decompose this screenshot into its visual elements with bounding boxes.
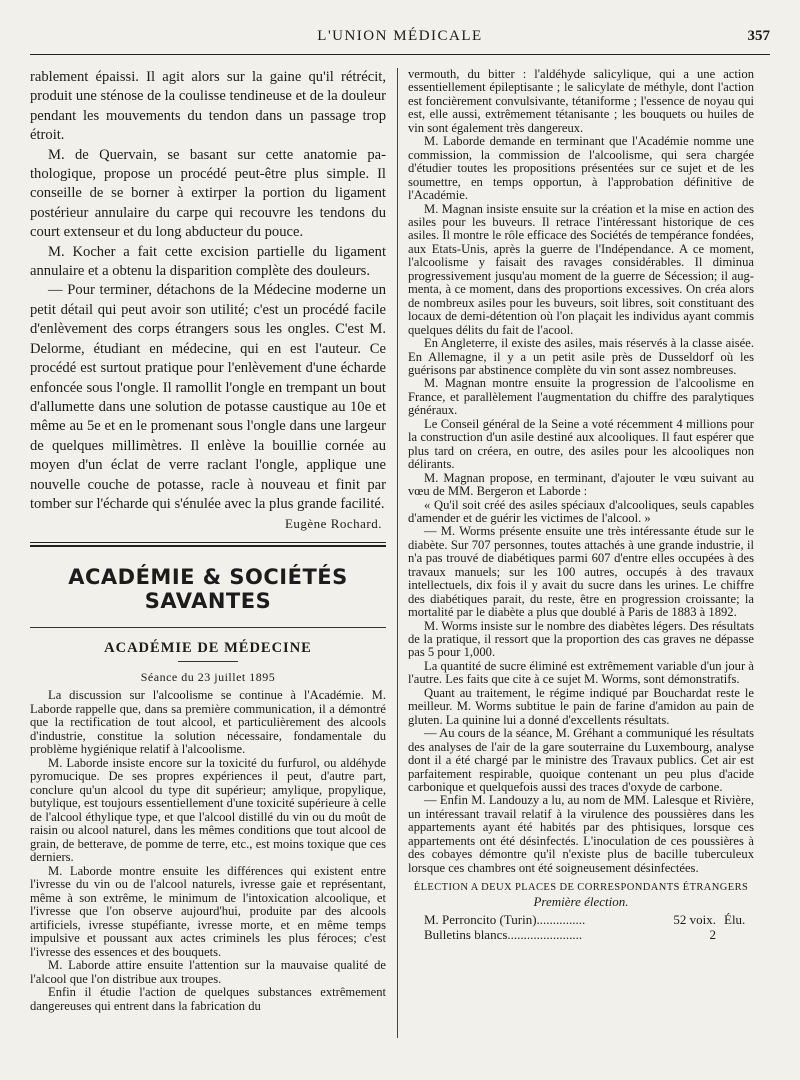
paragraph: M. Magnan propose, en terminant, d'ajouter le vœu suivant au vœu de MM. Bergeron et Laborde : [408, 470, 754, 499]
right-column [408, 68, 754, 942]
paragraph: vermouth, du bitter : l'aldéhyde salicylique, qui a une action essentiellement épileptisante ; le salicylate de méthyle, dont l'action est foncièrement convulsivante, tétaniforme ; l'essence de noyau qui est, elle aussi, extrêmement tétanisante ; les bouquets ou huiles de vin sont également très dangereux. [408, 68, 754, 135]
election-title: ÉLECTION A DEUX PLACES DE CORRESPONDANTS ÉTRANGERS [413, 882, 749, 894]
election-subtitle: Première élection. [533, 894, 629, 910]
paragraph: M. de Quervain, se basant sur cette anatomie pathologique, propose un procédé peut-être plus simple. Il conseille de se borner à extirper la portion du ligament postérieur annulaire du carpe qui recouvre les tendons du court extenseur et du long abducteur du pouce. [30, 146, 386, 241]
author-signature: Eugène Rochard. [284, 516, 382, 532]
paragraph: En Angleterre, il existe des asiles, mais réservés à la classe aisée. En Allemagne, il y a un petit asile près de Dusseldorf où les guérisons par abstinence complète du vin sont assez nombreuses. [408, 336, 754, 377]
header-rule [30, 54, 770, 55]
paragraph: Enfin il étudie l'action de quelques substances extrêmement dangereuses qui entrent dans la fabrication du [30, 985, 386, 1013]
section-divider [30, 542, 386, 547]
paragraph: M. Laborde demande en terminant que l'Académie nomme une commission, la commission de l'alcoolisme, qui sera chargée d'étudier toutes les propositions présentées sur ce sujet et de les soumettre, en temps opportun, à l'approbation définitive de l'Académie. [408, 134, 754, 203]
paragraph: M. Kocher a fait cette excision partielle du ligament annulaire et a obtenu la disparition complète des douleurs. [30, 243, 386, 280]
left-column [30, 68, 386, 1013]
paragraph: M. Worms insiste sur le nombre des diabètes légers. Des résultats de la pratique, il ressort que la proportion des cas graves ne dépasse pas 5 pour 1,000. [408, 618, 754, 660]
paragraph: M. Magnan insiste ensuite sur la création et la mise en action des asiles pour les buveurs. Il retrace l'intéressant historique de ces asiles. Il montre le rôle efficace des Sociétés de tempérance fondées, aux Etats-Unis, après la guerre de l'Indépendance. A ce moment, l'alcoolisme y faisait des ravages considérables. Il diminua progressivement jusqu'au moment de la guerre de Sécession; il augmenta, à ce moment, dans des proportions excessives. On créa alors de nombreux asiles pour les buveurs, soit libres, soit constituant des locaux de demi-détention où l'on plaçait les individus ayant commis quelques délits du fait de l'acool. [408, 201, 754, 337]
paragraph: « Qu'il soit créé des asiles spéciaux d'alcooliques, seuls capables d'amender et de guérir les victimes de l'alcool. » [408, 497, 754, 525]
page-number: 357 [747, 28, 770, 44]
vote-row [424, 912, 754, 927]
academy-report [30, 689, 386, 1013]
paragraph: — M. Worms présente ensuite une très intéressante étude sur le diabète. Sur 707 personnes, toutes attachés à une grande industrie, il n'a pas trouvé de diabétiques parmi 607 d'entre elles occupées à des travaux manuels; sur les 100 autres, occupés à des travaux intellectuels, dix fois il y avait du sucre dans les urines. Le chiffre des diabétiques parait, du reste, être en progression croissante; la mortalité par le diabète a plus que doublé à Paris de 1883 à 1892. [408, 524, 754, 620]
paragraph: — Au cours de la séance, M. Gréhant a communiqué les résultats des analyses de l'air de la gare souterraine du Luxembourg, analyse dont il a été chargé par le ministre des Travaux publics. Cet air est parfaitement respirable, quoique contenant un peu plus d'acide carbonique et quelquefois aussi des traces d'oxyde de carbone. [408, 726, 754, 795]
paragraph: La discussion sur l'alcoolisme se continue à l'Académie. M. Laborde rappelle que, dans sa première communication, il a démontré que la rectification de tout alcool, et particulièrement des alcools d'industrie, constitue la solution nécessaire, fondamentale du problème hygiénique relatif à l'alcoolisme. [30, 688, 386, 757]
vote-count: 2 [709, 927, 716, 943]
column-divider [397, 68, 398, 1038]
paragraph: — Enfin M. Landouzy a lu, au nom de MM. Lalesque et Rivière, un intéressant travail relatif à la virulence des poussières dans les appartements ayant été habités par des phtisiques, lorsque ces appartements ont été désinfectés. L'inoculation de ces poussières à des cobayes démontre qu'il n'existe plus de bacille tuberculeux lorsque ces chambres ont été soigneusement désinfectées. [408, 793, 754, 875]
paragraph: Quant au traitement, le régime indiqué par Bouchardat reste le meilleur. M. Worms subtitue le pain de farine d'amidon au pain de gluten. La quinine lui a donné d'excellents résultats. [408, 685, 754, 727]
paragraph: M. Laborde attire ensuite l'attention sur la mauvaise qualité de l'alcool que l'on distribue aux troupes. [30, 958, 386, 986]
page-header [30, 28, 770, 52]
vote-result: Élu. [724, 912, 746, 928]
section-title: ACADÉMIE & SOCIÉTÉS SAVANTES [68, 565, 348, 614]
journal-title: L'UNION MÉDICALE [317, 28, 483, 44]
short-rule [178, 661, 238, 662]
vote-name: Bulletins blancs....................... [424, 927, 583, 943]
paragraph: M. Laborde montre ensuite les différences qui existent entre l'ivresse du vin ou de l'alcool naturels, ivresse gaie et représentant, même à son extrême, le minimum de l'intoxication alcoolique, et l'ivresse que l'on observe aujourd'hui, produite par des alcools artificiels, ivresse stupéfiante, ivresse morte, et en même temps impulsive et poussant aux actes criminels les plus féroces; c'est l'ivresse des essences et des bouquets. [30, 863, 386, 959]
vote-row [424, 927, 754, 942]
section-rule [30, 627, 386, 628]
vote-count: 52 voix. [673, 912, 716, 928]
paragraph: rablement épaissi. Il agit alors sur la gaine qu'il rétrécit, produit une sténose de la coulisse tendineuse et de la douleur pendant les mouvements du tendon dans un passage trop étroit. [30, 69, 386, 144]
paragraph: La quantité de sucre éliminé est extrêmement variable d'un jour à l'autre. Les faits que cite à ce sujet M. Worms, sont démonstratifs. [408, 658, 754, 687]
subsection-title: ACADÉMIE DE MÉDECINE [104, 640, 312, 657]
seance-date: Séance du 23 juillet 1895 [140, 670, 276, 685]
paragraph: M. Magnan montre ensuite la progression de l'alcoolisme en France, et parallèlement l'augmentation du chiffre des paralytiques généraux. [408, 376, 754, 418]
paragraph: M. Laborde insiste encore sur la toxicité du furfurol, ou aldéhyde pyromucique. De ses propres expériences il peut, d'autre part, conclure qu'un alcool du type dit supérieur; amylique, propylique, butylique, est toujours essentiellement d'une toxicité supérieure à celle de l'alcool éthylique type, et que l'alcool distillé du vin ou du moût de raisin ou alcool naturel, dans les mêmes conditions que tout alcool de grain, de betterave, de pomme de terre, etc., est moins toxique que ces derniers. [30, 755, 386, 865]
vote-name: M. Perroncito (Turin)............... [424, 912, 586, 928]
paragraph: Le Conseil général de la Seine a voté récemment 4 millions pour la construction d'un asile destiné aux alcooliques. Il faut espérer que plus tard on créera, en outre, des asiles pour les alcooliques non délirants. [408, 416, 754, 472]
paragraph: — Pour terminer, détachons de la Médecine moderne un petit détail qui peut avoir son utilité; c'est un procédé facile d'enlèvement des corps étrangers sous les ongles. C'est M. Delorme, étudiant en médecine, qui en est l'auteur. Ce procédé est surtout pratique pour l'enlèvement d'une écharde enfoncée sous l'ongle. Il ramollit l'ongle en trempant un bout d'allumette dans une solution de potasse caustique au 10e et même au 5e et en le promenant sous l'ongle dans une largeur de quelques millimètres. Il enlève la bouillie cornée au moyen d'un éclat de verre raclant l'ongle, applique une nouvelle couche de potasse, racle à nouveau et finit par tomber sur l'écharde qui s'énulée avec la plus grande facilité. [30, 282, 386, 512]
